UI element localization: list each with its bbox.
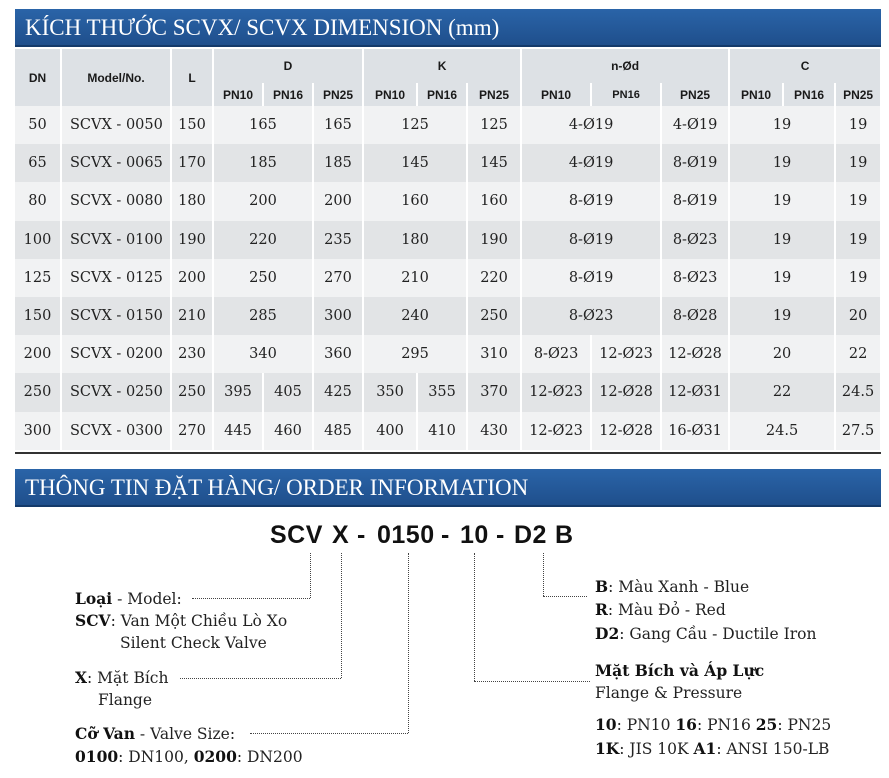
cell-c-pn25: 24.5 [835, 373, 881, 411]
cell-c-pn25: 19 [835, 106, 881, 144]
leader-pressure-h [474, 681, 590, 682]
cell-l: 180 [171, 182, 213, 220]
cell-nod-pn16: 12-Ø28 [591, 412, 661, 450]
cell-l: 210 [171, 297, 213, 335]
header-l: L [171, 49, 213, 106]
header-c-pn10: PN10 [729, 83, 783, 106]
cell-model: SCVX - 0150 [61, 297, 171, 335]
code-separator: - [496, 521, 505, 549]
cell-nod-pn16: 12-Ø28 [591, 373, 661, 411]
cell-c: 19 [729, 144, 835, 182]
header-nod: n-Ød [521, 49, 729, 83]
cell-k-pn16: 410 [417, 412, 467, 450]
cell-l: 250 [171, 373, 213, 411]
cell-l: 170 [171, 144, 213, 182]
pressure-pn-values: 10: PN10 16: PN16 25: PN25 [595, 715, 832, 734]
leader-flange-h [180, 678, 341, 679]
cell-dn: 100 [15, 221, 61, 259]
cell-model: SCVX - 0300 [61, 412, 171, 450]
cell-k-pn10: 350 [363, 373, 417, 411]
cell-nod-pn25: 12-Ø31 [661, 373, 729, 411]
cell-l: 230 [171, 335, 213, 373]
cell-d-pn25: 360 [313, 335, 363, 373]
pressure-title-en: Flange & Pressure [595, 684, 743, 702]
cell-dn: 250 [15, 373, 61, 411]
cell-c-pn25: 19 [835, 144, 881, 182]
cell-d-pn25: 200 [313, 182, 363, 220]
cell-dn: 150 [15, 297, 61, 335]
color-blue: B: Màu Xanh - Blue [595, 577, 750, 596]
pressure-std-values: 1K: JIS 10K A1: ANSI 150-LB [595, 739, 830, 758]
cell-dn: 200 [15, 335, 61, 373]
cell-d: 200 [213, 182, 313, 220]
size-label: Cỡ Van - Valve Size: [75, 724, 236, 743]
header-d-pn10: PN10 [213, 83, 263, 106]
cell-c: 19 [729, 259, 835, 297]
header-k-pn10: PN10 [363, 83, 417, 106]
cell-k-pn25: 310 [467, 335, 521, 373]
header-model: Model/No. [61, 49, 171, 106]
cell-d-pn25: 300 [313, 297, 363, 335]
cell-k-pn25: 220 [467, 259, 521, 297]
cell-model: SCVX - 0065 [61, 144, 171, 182]
header-n-pn10: PN10 [521, 83, 591, 106]
cell-nod-pn25: 4-Ø19 [661, 106, 729, 144]
code-segment-pressure: 10 [460, 521, 489, 549]
cell-k-pn25: 125 [467, 106, 521, 144]
cell-c: 19 [729, 182, 835, 220]
cell-c-pn25: 19 [835, 259, 881, 297]
cell-d: 340 [213, 335, 313, 373]
cell-nod: 4-Ø19 [521, 106, 661, 144]
cell-k-pn10: 400 [363, 412, 417, 450]
cell-c-pn25: 19 [835, 182, 881, 220]
cell-k-pn25: 430 [467, 412, 521, 450]
cell-nod-pn25: 8-Ø19 [661, 144, 729, 182]
cell-model: SCVX - 0100 [61, 221, 171, 259]
code-segment-x: X [332, 521, 350, 549]
cell-dn: 65 [15, 144, 61, 182]
flange-label: X: Mặt Bích [75, 668, 169, 687]
leader-color-h [543, 596, 587, 597]
cell-d-pn25: 165 [313, 106, 363, 144]
cell-d-pn10: 395 [213, 373, 263, 411]
model-label: Loại - Model: [75, 589, 182, 608]
flange-en: Flange [98, 691, 153, 709]
cell-nod-pn10: 12-Ø23 [521, 412, 591, 450]
code-segment-material: D2 [514, 521, 547, 549]
cell-k-pn25: 145 [467, 144, 521, 182]
header-d: D [213, 49, 363, 83]
cell-dn: 125 [15, 259, 61, 297]
code-separator: - [357, 521, 366, 549]
color-red: R: Màu Đỏ - Red [595, 600, 726, 619]
cell-dn: 50 [15, 106, 61, 144]
table-row [15, 144, 881, 182]
cell-nod-pn16: 12-Ø23 [591, 335, 661, 373]
pressure-title: Mặt Bích và Áp Lực [595, 661, 765, 680]
header-k-pn25: PN25 [467, 83, 521, 106]
cell-model: SCVX - 0200 [61, 335, 171, 373]
cell-c-pn25: 22 [835, 335, 881, 373]
cell-nod-pn10: 12-Ø23 [521, 373, 591, 411]
cell-k: 240 [363, 297, 467, 335]
leader-flange-v [341, 553, 342, 678]
cell-model: SCVX - 0080 [61, 182, 171, 220]
cell-k: 180 [363, 221, 467, 259]
cell-k: 145 [363, 144, 467, 182]
leader-pressure-v [474, 553, 475, 681]
cell-k-pn16: 355 [417, 373, 467, 411]
cell-c: 19 [729, 297, 835, 335]
cell-nod-pn25: 8-Ø28 [661, 297, 729, 335]
cell-d-pn25: 485 [313, 412, 363, 450]
header-k: K [363, 49, 521, 83]
cell-d-pn25: 425 [313, 373, 363, 411]
cell-k: 210 [363, 259, 467, 297]
cell-nod-pn25: 8-Ø23 [661, 221, 729, 259]
cell-d: 220 [213, 221, 313, 259]
cell-d: 165 [213, 106, 313, 144]
cell-nod: 8-Ø23 [521, 297, 661, 335]
cell-d-pn16: 405 [263, 373, 313, 411]
header-c-pn25: PN25 [835, 83, 881, 106]
size-values: 0100: DN100, 0200: DN200 [75, 747, 303, 766]
cell-c-pn25: 20 [835, 297, 881, 335]
cell-nod-pn25: 16-Ø31 [661, 412, 729, 450]
code-segment-size: 0150 [377, 521, 435, 549]
cell-model: SCVX - 0125 [61, 259, 171, 297]
header-c: C [729, 49, 881, 83]
header-dn: DN [15, 49, 61, 106]
cell-d-pn25: 235 [313, 221, 363, 259]
cell-d: 285 [213, 297, 313, 335]
material-ductile: D2: Gang Cầu - Ductile Iron [595, 624, 817, 643]
dimension-table [15, 49, 882, 450]
cell-nod: 8-Ø19 [521, 182, 661, 220]
cell-d-pn10: 445 [213, 412, 263, 450]
cell-k: 295 [363, 335, 467, 373]
cell-nod: 4-Ø19 [521, 144, 661, 182]
cell-k: 160 [363, 182, 467, 220]
leader-size-h [250, 733, 408, 734]
table-row [15, 259, 881, 297]
cell-nod: 8-Ø19 [521, 221, 661, 259]
table-row [15, 106, 881, 144]
cell-k-pn25: 160 [467, 182, 521, 220]
dimension-section-title: KÍCH THƯỚC SCVX/ SCVX DIMENSION (mm) [15, 9, 881, 47]
cell-c: 22 [729, 373, 835, 411]
code-segment-color: B [555, 521, 574, 549]
model-scv-en: Silent Check Valve [120, 634, 267, 652]
code-separator: - [441, 521, 450, 549]
header-d-pn25: PN25 [313, 83, 363, 106]
cell-d-pn16: 460 [263, 412, 313, 450]
cell-c: 19 [729, 221, 835, 259]
header-k-pn16: PN16 [417, 83, 467, 106]
cell-k: 125 [363, 106, 467, 144]
cell-dn: 300 [15, 412, 61, 450]
header-d-pn16: PN16 [263, 83, 313, 106]
table-row [15, 373, 881, 411]
cell-k-pn25: 250 [467, 297, 521, 335]
cell-nod-pn25: 8-Ø19 [661, 182, 729, 220]
cell-nod: 8-Ø19 [521, 259, 661, 297]
cell-dn: 80 [15, 182, 61, 220]
cell-l: 150 [171, 106, 213, 144]
cell-d-pn25: 185 [313, 144, 363, 182]
cell-c-pn25: 19 [835, 221, 881, 259]
leader-size-v [408, 553, 409, 733]
cell-l: 190 [171, 221, 213, 259]
cell-l: 270 [171, 412, 213, 450]
cell-c-pn25: 27.5 [835, 412, 881, 450]
cell-nod-pn25: 8-Ø23 [661, 259, 729, 297]
leader-model-h [192, 598, 310, 599]
cell-c: 19 [729, 106, 835, 144]
order-section-title: THÔNG TIN ĐẶT HÀNG/ ORDER INFORMATION [15, 469, 881, 507]
table-row [15, 412, 881, 450]
table-bottom-rule [15, 452, 881, 454]
leader-model-v [310, 553, 311, 598]
header-c-pn16: PN16 [783, 83, 835, 106]
model-scv-line: SCV: Van Một Chiều Lò Xo [75, 611, 288, 630]
table-row [15, 335, 881, 373]
cell-k-pn25: 190 [467, 221, 521, 259]
table-row [15, 182, 881, 220]
leader-color-v [543, 553, 544, 596]
cell-model: SCVX - 0050 [61, 106, 171, 144]
cell-d-pn25: 270 [313, 259, 363, 297]
header-n-pn25: PN25 [661, 83, 729, 106]
cell-d: 250 [213, 259, 313, 297]
cell-c: 24.5 [729, 412, 835, 450]
cell-k-pn25: 370 [467, 373, 521, 411]
code-segment-scv: SCV [270, 521, 323, 549]
cell-c: 20 [729, 335, 835, 373]
header-n-pn16: PN16 [591, 83, 661, 106]
cell-d: 185 [213, 144, 313, 182]
cell-l: 200 [171, 259, 213, 297]
cell-nod-pn25: 12-Ø28 [661, 335, 729, 373]
cell-model: SCVX - 0250 [61, 373, 171, 411]
cell-nod-pn10: 8-Ø23 [521, 335, 591, 373]
table-row [15, 221, 881, 259]
table-row [15, 297, 881, 335]
